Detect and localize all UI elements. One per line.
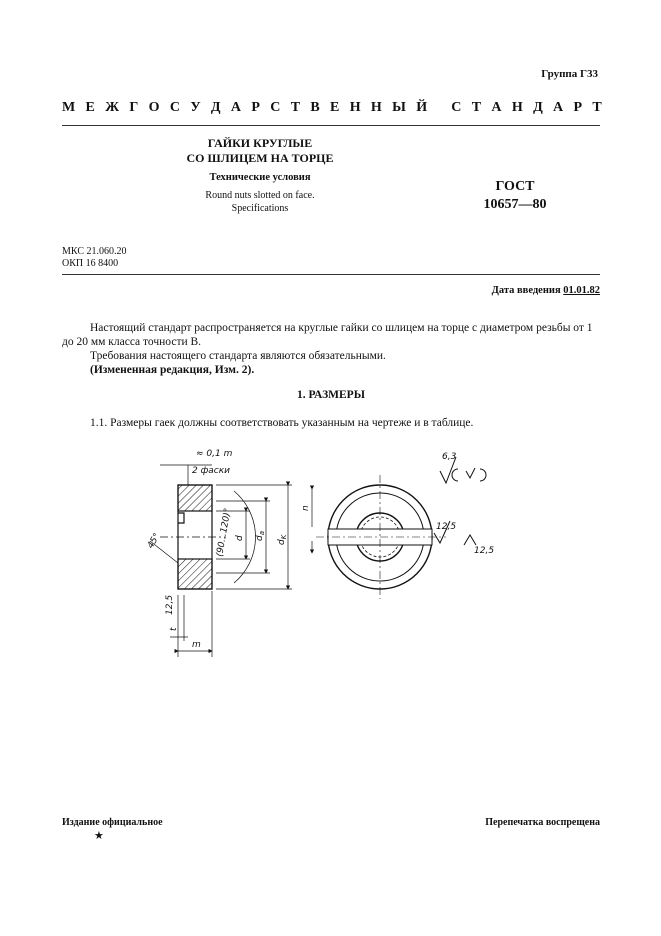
english-title-line-1: Round nuts slotted on face. xyxy=(205,190,315,201)
banner-letter: Р xyxy=(573,100,583,115)
da-letter: d xyxy=(255,535,265,541)
banner-letter: В xyxy=(310,100,320,115)
banner-letter: Р xyxy=(251,100,260,115)
classification-codes xyxy=(62,246,126,270)
header-divider xyxy=(62,125,600,126)
effective-date xyxy=(340,285,600,296)
codes-divider xyxy=(62,274,600,275)
banner-letter: С xyxy=(270,100,281,115)
banner-letter: Е xyxy=(330,100,340,115)
dimensions-paragraph: 1.1. Размеры гаек должны соответствовать указанным на чертеже и в таблице. xyxy=(90,417,474,429)
side-roughness-label: 12,5 xyxy=(165,594,175,615)
countersink-angle-label: (90…120)° xyxy=(215,507,234,558)
scope-paragraph: Настоящий стандарт распространяется на круглые гайки со шлицем на торце с диаметром резьбы от 1 до 20 мм класса точности В. xyxy=(62,322,593,348)
angle45-label: 45° xyxy=(145,531,163,551)
gost-label: ГОСТ xyxy=(495,179,535,194)
banner-letter: С xyxy=(451,100,462,115)
standard-type-banner xyxy=(62,100,602,116)
banner-letter: С xyxy=(169,100,180,115)
banner-letter: Г xyxy=(129,100,139,115)
banner-letter: Н xyxy=(349,100,361,115)
section-heading: 1. РАЗМЕРЫ xyxy=(297,389,365,401)
star-icon: ★ xyxy=(94,830,104,842)
banner-letter: Н xyxy=(370,100,382,115)
da-subscript: а xyxy=(258,530,266,536)
slot-roughness-value: 12,5 xyxy=(436,522,457,532)
m-label: m xyxy=(192,640,201,650)
banner-letter: Е xyxy=(85,100,95,115)
amendment-note: (Измененная редакция, Изм. 2). xyxy=(90,364,255,376)
banner-gap xyxy=(437,100,441,116)
banner-letter: Н xyxy=(511,100,523,115)
effective-date-value: 01.01.82 xyxy=(563,285,600,296)
t-label: t xyxy=(169,627,179,631)
nut-front-view xyxy=(316,475,446,599)
banner-letter: Ж xyxy=(105,100,120,115)
chamfer-size-label: ≈ 0,1 m xyxy=(196,449,233,459)
banner-letter: Й xyxy=(416,100,428,115)
english-title-line-2: Specifications xyxy=(231,203,289,214)
banner-letter: О xyxy=(148,100,160,115)
banner-letter: М xyxy=(62,100,76,115)
roughness-paren-left xyxy=(452,469,458,481)
da-label xyxy=(255,531,266,541)
dk-letter: d xyxy=(277,539,287,545)
okp-code: ОКП 16 8400 xyxy=(62,258,119,269)
banner-letter: Т xyxy=(290,100,301,115)
banner-letter: Д xyxy=(210,100,221,115)
banner-letter: Т xyxy=(471,100,482,115)
banner-letter: А xyxy=(230,100,242,115)
roughness-paren-right xyxy=(480,469,486,481)
slot-roughness-mark-2 xyxy=(464,535,476,545)
banner-letter: Ы xyxy=(392,100,406,115)
banner-letter: А xyxy=(553,100,564,115)
title-block xyxy=(150,136,370,215)
english-title xyxy=(150,189,370,215)
document-subtitle: Технические условия xyxy=(209,172,311,183)
mandatory-paragraph: Требования настоящего стандарта являются обязательными. xyxy=(90,350,386,362)
mks-code: МКС 21.060.20 xyxy=(62,246,127,257)
official-edition-label: Издание официальное xyxy=(62,817,163,828)
gost-number xyxy=(470,178,560,214)
group-code: Группа Г33 xyxy=(541,68,598,80)
banner-letter: Т xyxy=(592,100,602,115)
dk-subscript: K xyxy=(280,534,288,540)
d-label: d xyxy=(235,535,245,541)
banner-letter: А xyxy=(491,100,502,115)
section-hatch-bottom xyxy=(178,559,212,589)
title-line-1: ГАЙКИ КРУГЛЫЕ xyxy=(207,136,313,150)
chamfer-count-label: 2 фаски xyxy=(192,466,231,476)
roughness-check xyxy=(466,468,475,478)
n-label: n xyxy=(301,505,311,511)
title-line-2: СО ШЛИЦЕМ НА ТОРЦЕ xyxy=(186,151,334,165)
section-hatch-top xyxy=(178,485,212,511)
reprint-prohibited-label: Перепечатка воспрещена xyxy=(485,817,600,828)
banner-letter: Д xyxy=(533,100,543,115)
nut-technical-drawing xyxy=(130,445,510,665)
effective-date-label: Дата введения xyxy=(491,285,561,296)
slot-roughness-value-2: 12,5 xyxy=(474,546,495,556)
nut-section-view xyxy=(160,465,226,589)
slot-profile xyxy=(178,513,184,523)
dk-label xyxy=(277,533,288,545)
main-roughness-value: 6,3 xyxy=(442,452,457,462)
document-title xyxy=(150,136,370,166)
banner-letter: У xyxy=(190,100,201,115)
gost-code: 10657—80 xyxy=(483,197,547,212)
